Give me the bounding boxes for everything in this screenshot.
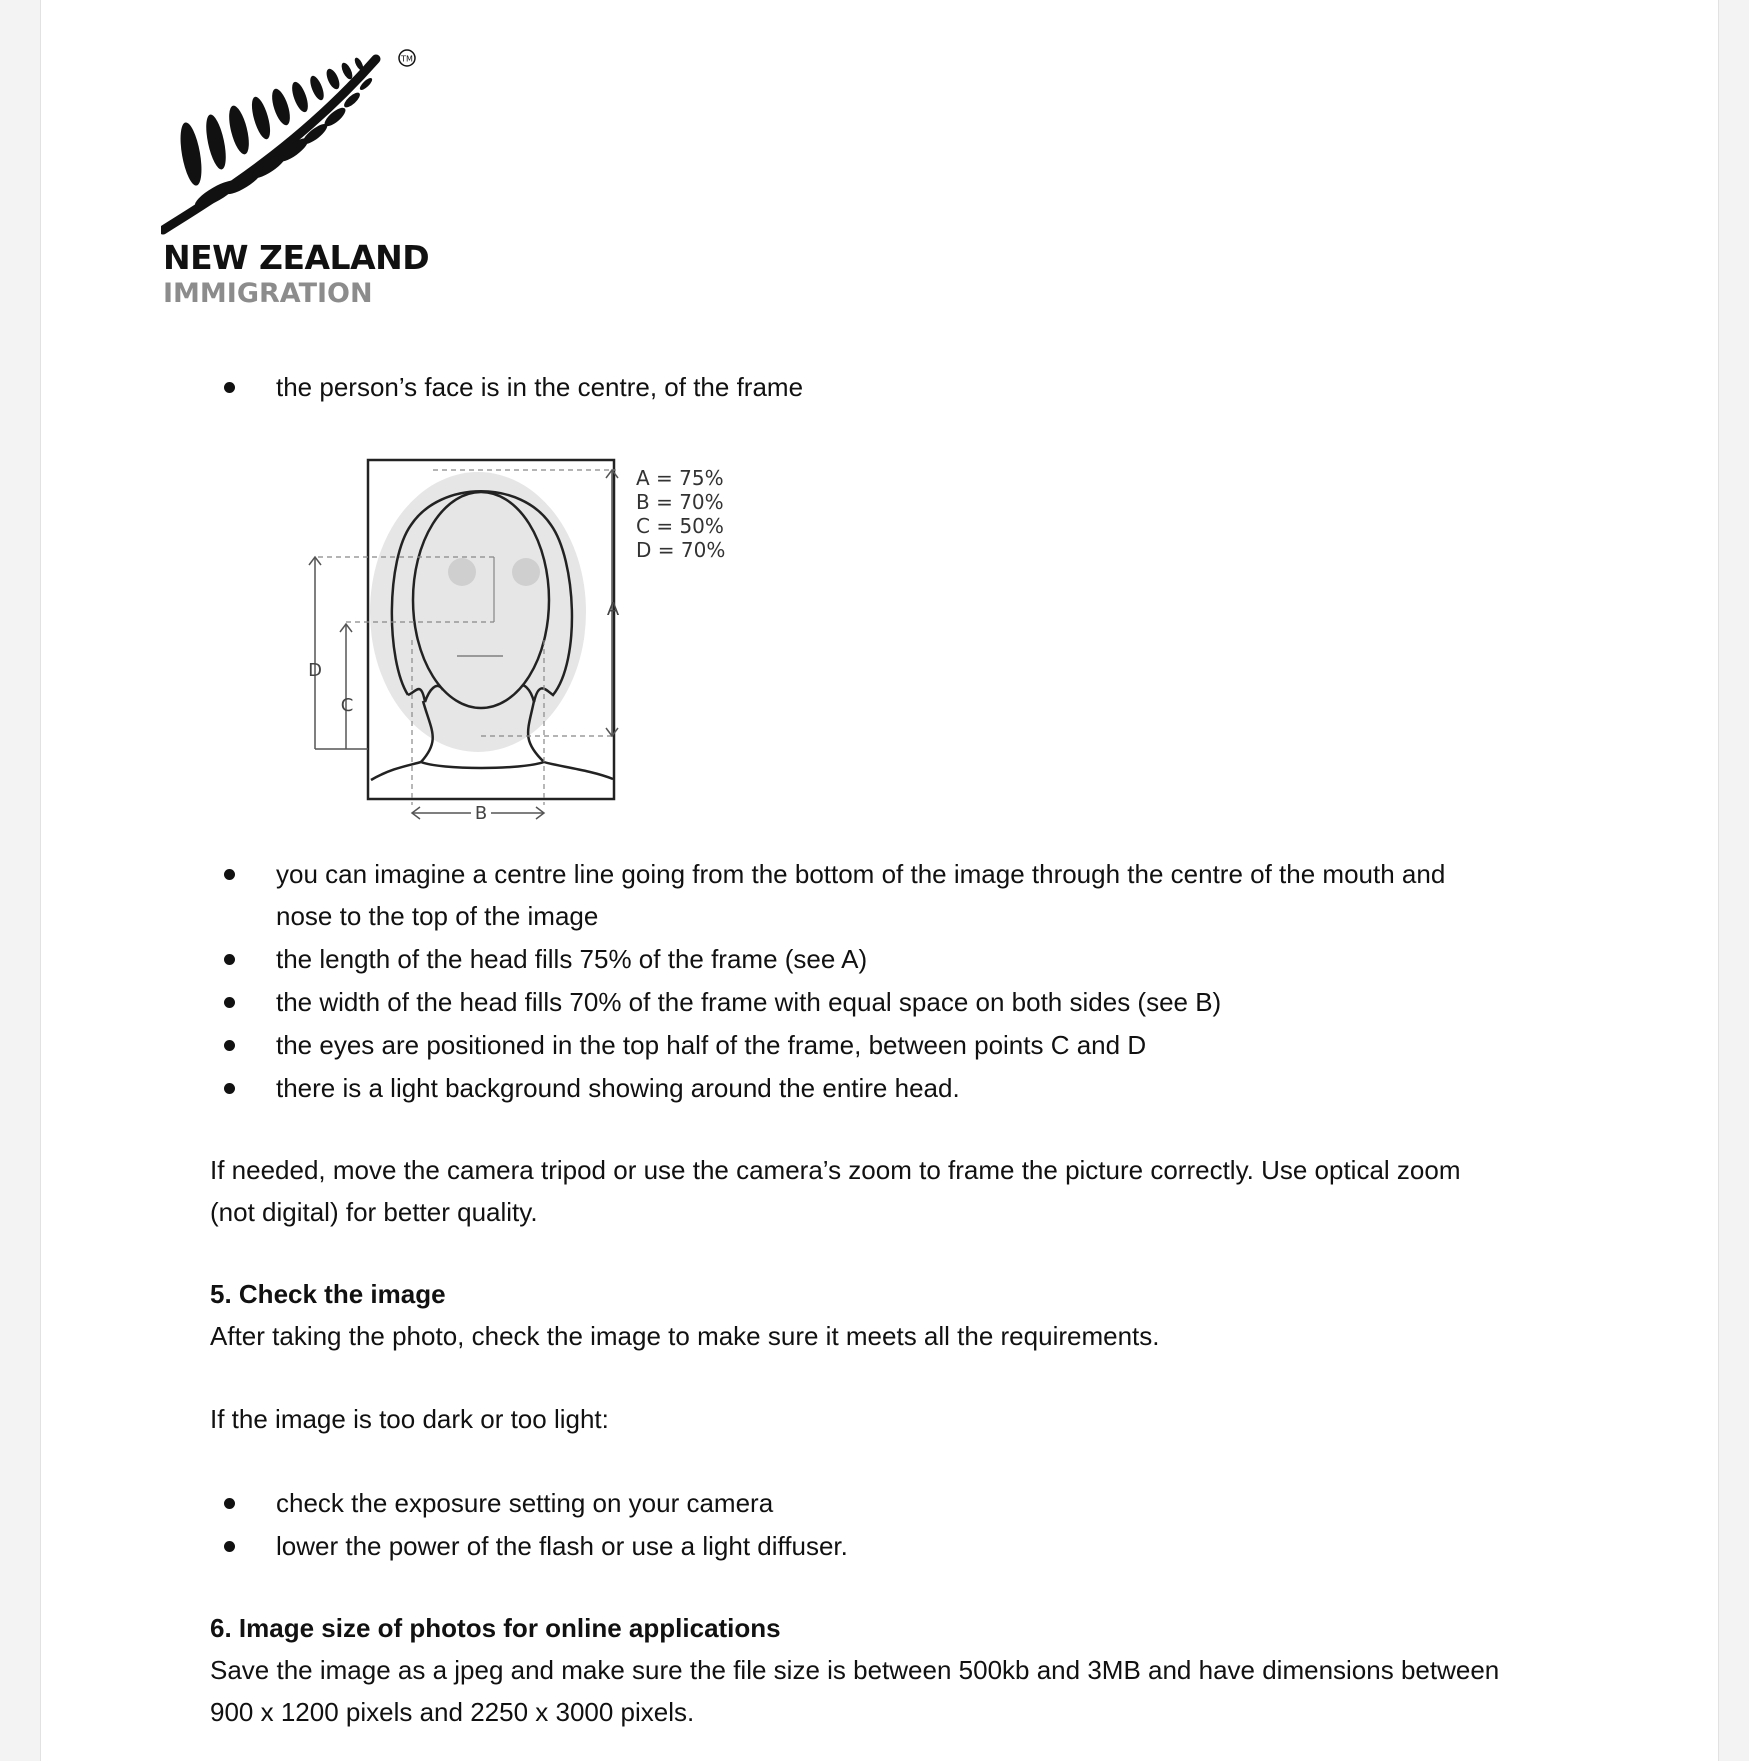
legend-a: A = 75% xyxy=(636,466,724,490)
list-item-text: lower the power of the flash or use a light diffuser. xyxy=(276,1531,848,1561)
trademark-symbol: TM xyxy=(401,54,413,64)
silver-fern-icon xyxy=(161,44,431,244)
legend-d: D = 70% xyxy=(636,538,726,562)
list-item-text: the eyes are positioned in the top half of the frame, between points C and D xyxy=(276,1030,1147,1060)
photo-framing-diagram xyxy=(291,440,811,840)
bullet-icon xyxy=(224,954,235,965)
section-5-heading: 5. Check the image xyxy=(210,1279,446,1309)
bullet-icon xyxy=(224,1541,235,1552)
list-item-text-continued: nose to the top of the image xyxy=(276,901,599,931)
section-5-intro: If the image is too dark or too light: xyxy=(210,1404,609,1434)
list-item-text: there is a light background showing around the entire head. xyxy=(276,1073,960,1103)
list-item-text: check the exposure setting on your camera xyxy=(276,1488,774,1518)
bullet-icon xyxy=(224,1083,235,1094)
list-item-text: the person’s face is in the centre, of the frame xyxy=(276,372,804,402)
section-6-body xyxy=(210,1649,1650,1733)
legend-b: B = 70% xyxy=(636,490,724,514)
label-d: D xyxy=(308,660,322,681)
list-item-text: the width of the head fills 70% of the frame with equal space on both sides (see B) xyxy=(276,987,1222,1017)
logo-title: NEW ZEALAND xyxy=(163,238,430,277)
paragraph-line: (not digital) for better quality. xyxy=(210,1197,538,1227)
legend-c: C = 50% xyxy=(636,514,724,538)
paragraph-line: Save the image as a jpeg and make sure the file size is between 500kb and 3MB and have dimensions between xyxy=(210,1655,1500,1685)
bullet-icon xyxy=(224,1040,235,1051)
list-item-text: the length of the head fills 75% of the frame (see A) xyxy=(276,944,868,974)
label-a: A xyxy=(606,599,620,620)
paragraph-zoom xyxy=(210,1149,1630,1233)
document-page xyxy=(40,0,1719,1761)
paragraph-line: If needed, move the camera tripod or use the camera’s zoom to frame the picture correctly. Use optical zoom xyxy=(210,1155,1461,1185)
logo-subtitle: IMMIGRATION xyxy=(163,278,373,309)
section-5-body: After taking the photo, check the image to make sure it meets all the requirements. xyxy=(210,1321,1160,1351)
bullet-icon xyxy=(224,997,235,1008)
list-item-text: you can imagine a centre line going from the bottom of the image through the centre of the mouth and xyxy=(276,859,1446,889)
nz-immigration-logo xyxy=(161,44,431,314)
label-c: C xyxy=(340,695,354,716)
label-b: B xyxy=(474,803,488,824)
paragraph-line: 900 x 1200 pixels and 2250 x 3000 pixels. xyxy=(210,1697,695,1727)
section-6-heading: 6. Image size of photos for online applications xyxy=(210,1613,781,1643)
bullet-icon xyxy=(224,869,235,880)
bullet-icon xyxy=(224,382,235,393)
bullet-icon xyxy=(224,1498,235,1509)
